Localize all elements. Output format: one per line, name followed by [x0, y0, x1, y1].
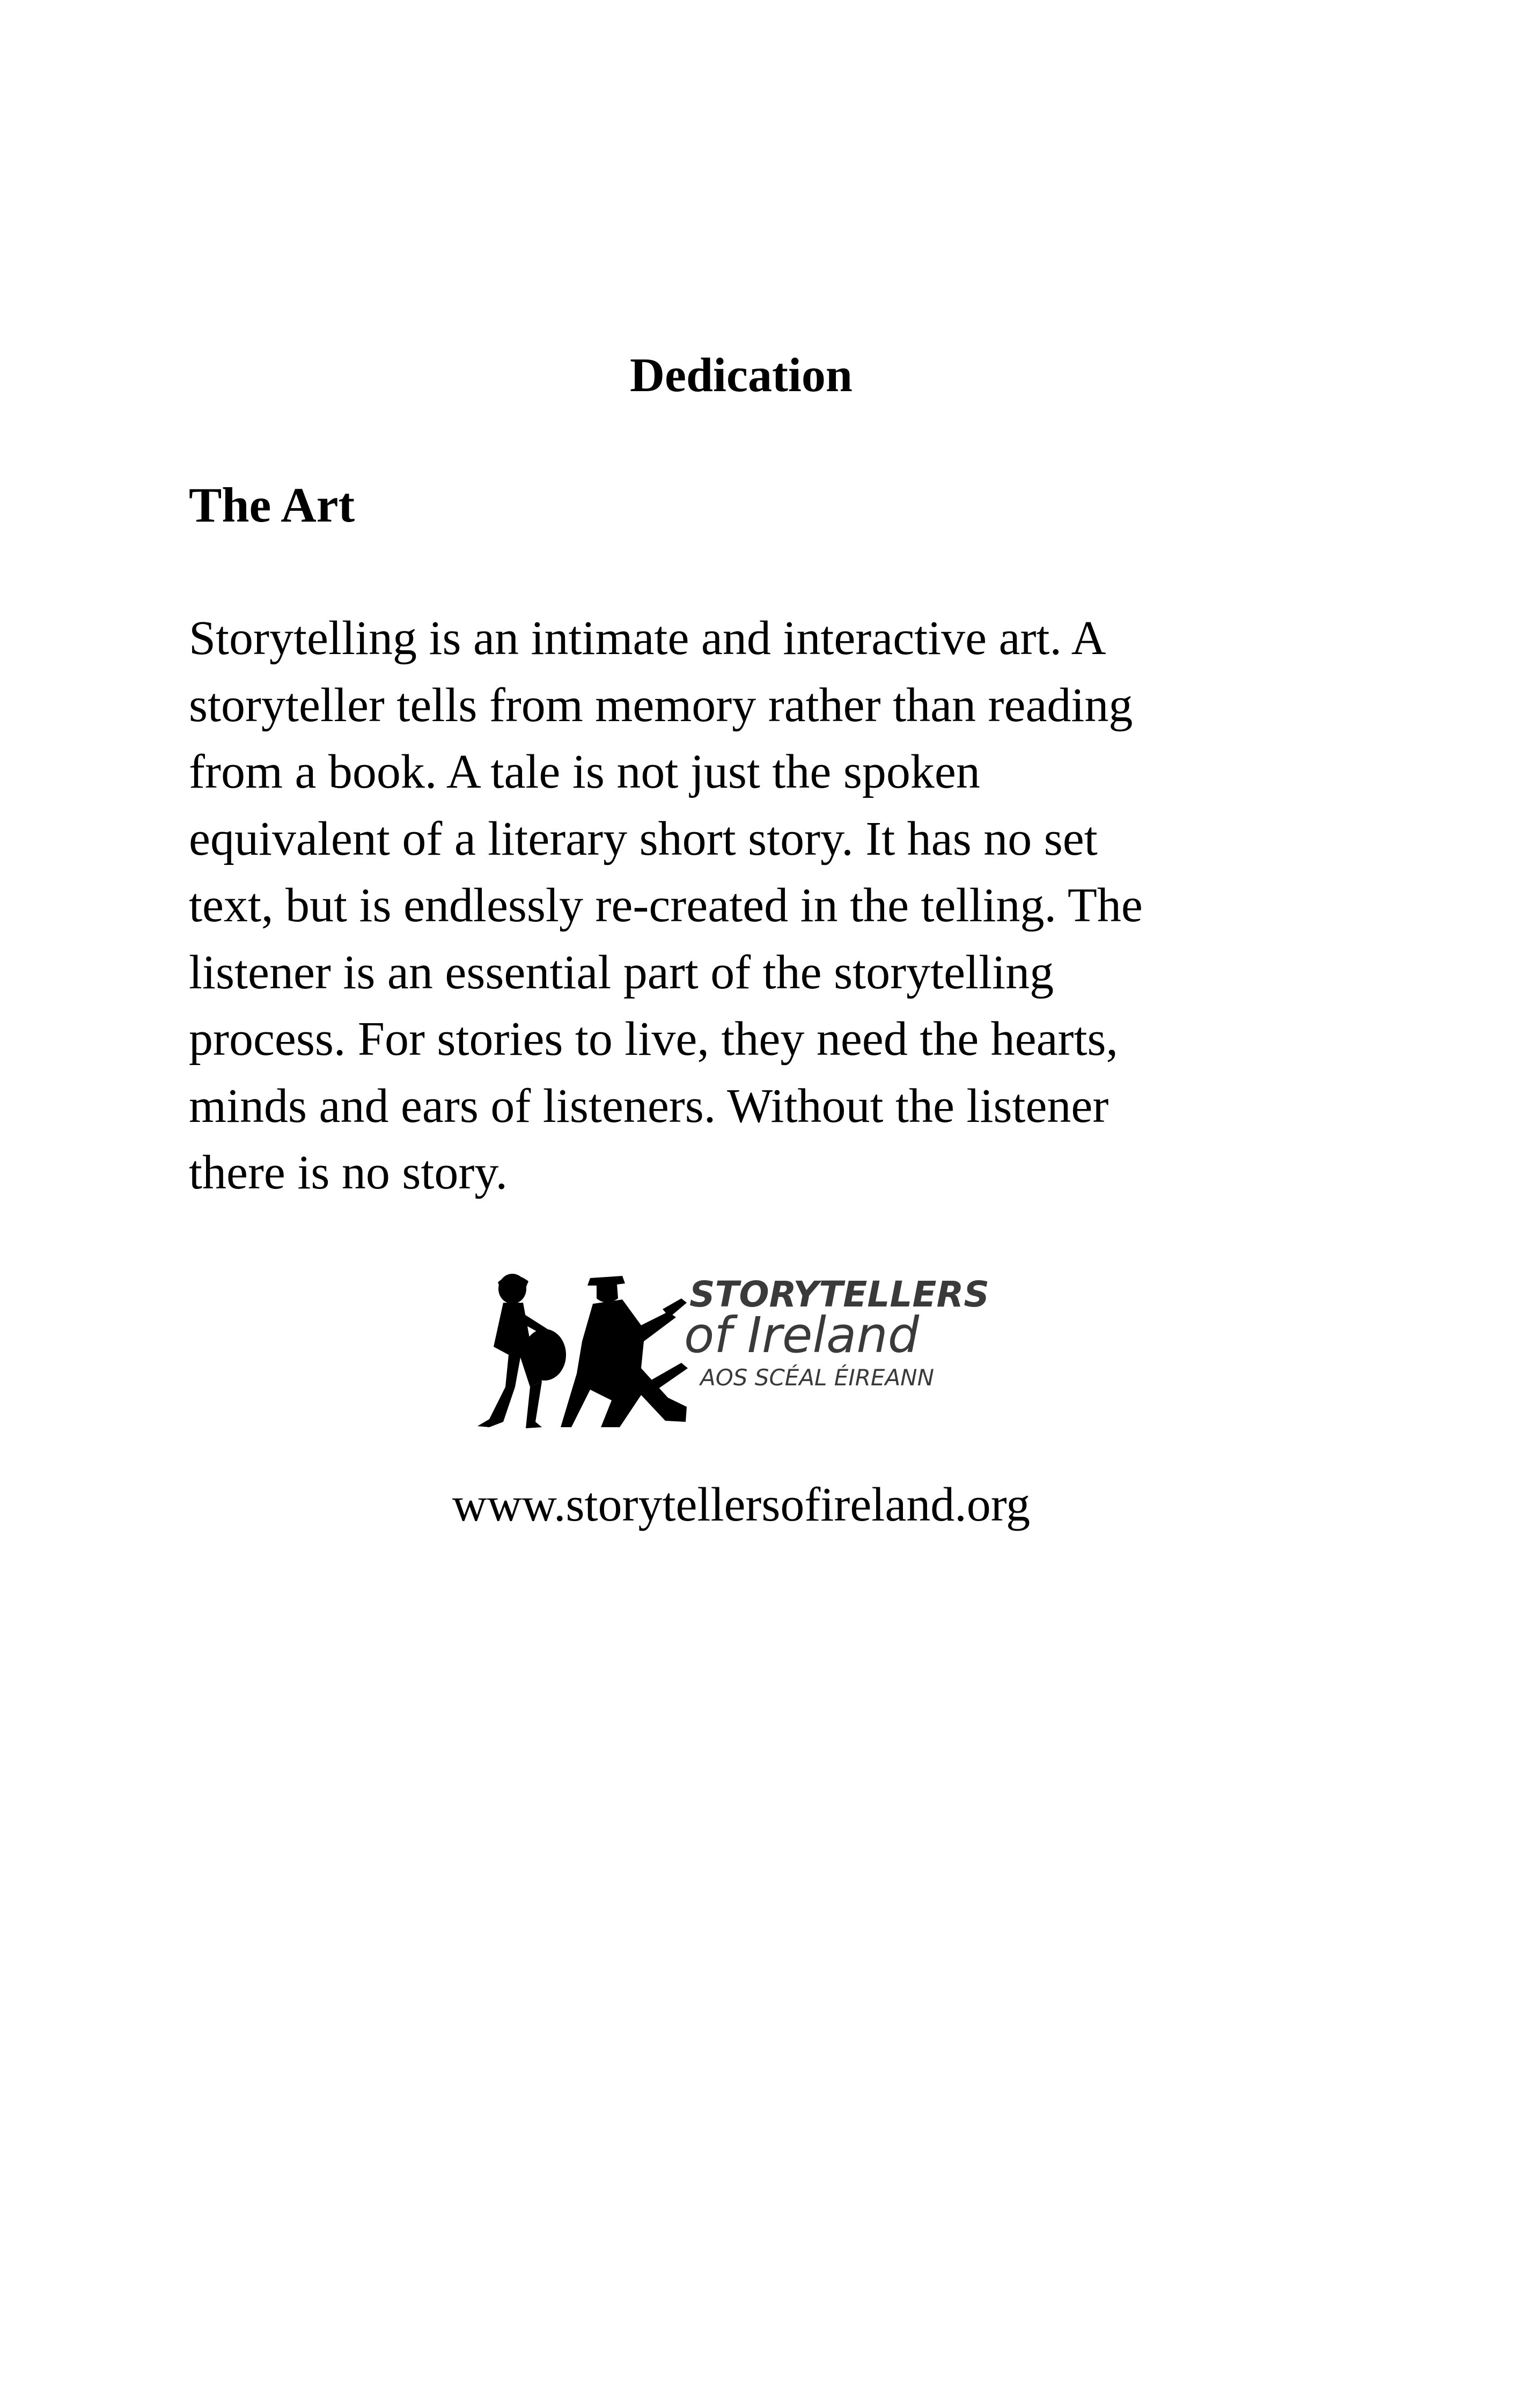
paragraph-line: listener is an essential part of the storytelling [189, 945, 1054, 999]
paragraph-line: equivalent of a literary short story. It has no set [189, 812, 1098, 865]
child-drummer-silhouette-icon [477, 1274, 566, 1428]
logo-line-3: AOS SCÉAL ÉIREANN [700, 1364, 935, 1391]
paragraph-line: there is no story. [189, 1146, 508, 1199]
storytellers-of-ireland-logo [456, 1266, 1014, 1443]
section-title: The Art [189, 478, 355, 532]
page-heading: Dedication [630, 349, 853, 402]
storyteller-man-silhouette-icon [561, 1276, 688, 1427]
website-url[interactable]: www.storytellersofireland.org [452, 1478, 1031, 1531]
paragraph-line: from a book. A tale is not just the spoken [189, 745, 980, 798]
paragraph-line: text, but is endlessly re-created in the telling. The [189, 879, 1143, 932]
logo-line-2: of Ireland [684, 1306, 920, 1364]
paragraph-line: minds and ears of listeners. Without the listener [189, 1079, 1109, 1133]
paragraph-line: Storytelling is an intimate and interactive art. A [189, 612, 1106, 665]
body-paragraph [189, 605, 1316, 1207]
paragraph-line: process. For stories to live, they need the hearts, [189, 1012, 1119, 1066]
paragraph-line: storyteller tells from memory rather than reading [189, 678, 1133, 732]
logo-line-1: STORYTELLERS [689, 1274, 989, 1315]
